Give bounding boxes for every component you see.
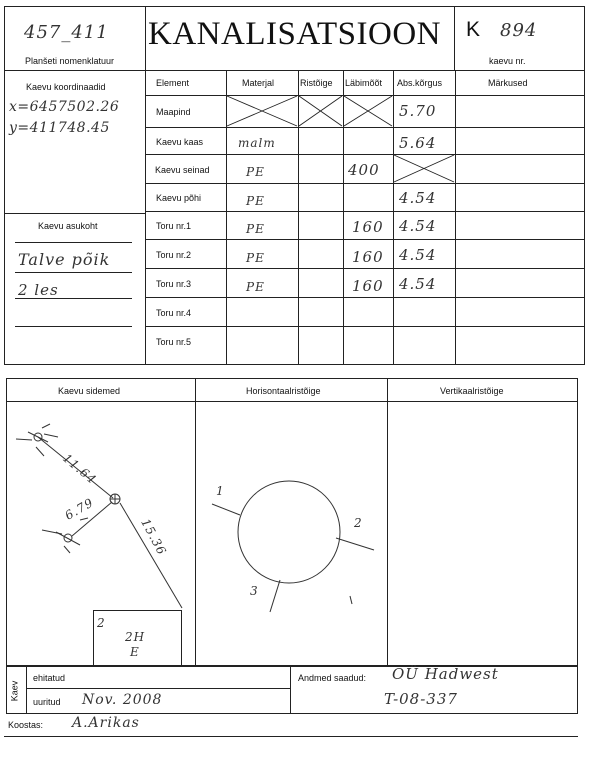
built-label: ehitatud (33, 673, 66, 683)
table-row-label: Toru nr.2 (156, 250, 192, 260)
well-label: kaevu nr. (489, 56, 526, 66)
header-element: Element (156, 78, 190, 88)
cell-height: 4.54 (399, 246, 437, 264)
location-label: Kaevu asukoht (38, 221, 98, 231)
cell-material: PE (246, 280, 265, 294)
horizontal-heading: Horisontaalristõige (246, 386, 321, 396)
vertical-heading: Vertikaalristõige (440, 386, 504, 396)
table-row-label: Toru nr.3 (156, 279, 192, 289)
location-line1: Talve põik (18, 250, 111, 269)
page-title: KANALISATSIOON (148, 16, 441, 52)
cell-material: malm (238, 136, 276, 150)
table-row-label: Toru nr.1 (156, 221, 192, 231)
cell-height: 4.54 (399, 217, 437, 235)
well-prefix: K (466, 18, 481, 41)
cell-material: PE (246, 251, 265, 265)
table-row-label: Kaevu kaas (156, 137, 204, 147)
cell-height: 5.70 (399, 102, 437, 120)
cell-diameter: 160 (352, 248, 384, 266)
table-row-label: Kaevu seinad (155, 165, 210, 175)
footer-row-divider (26, 688, 290, 689)
footer-kaev-divider (26, 666, 27, 714)
header-notes: Märkused (488, 78, 528, 88)
data-source-code: T-08-337 (384, 690, 458, 708)
cell-height: 4.54 (399, 189, 437, 207)
location-line2: 2 les (18, 281, 59, 299)
coordinate-x: x=6457502.26 (9, 99, 120, 115)
table-row-label: Kaevu põhi (156, 193, 202, 203)
pipe-label-2: 2 (354, 516, 363, 530)
table-row-label: Toru nr.5 (156, 337, 192, 347)
cell-height: 5.64 (399, 134, 437, 152)
cell-diameter: 160 (352, 218, 384, 236)
pipe-label-3: 3 (250, 584, 259, 598)
kaev-label: Kaev (9, 680, 20, 702)
data-source-label: Andmed saadud: (298, 673, 367, 683)
cell-material: PE (246, 222, 265, 236)
cell-material: PE (246, 165, 265, 179)
header-cross: Ristõige (300, 78, 333, 88)
data-source-company: OÜ Hadwest (392, 665, 499, 683)
cell-diameter: 160 (352, 277, 384, 295)
tie-dimension-3: 15.36 (138, 516, 170, 558)
author-value: A.Arikas (72, 715, 140, 731)
sheet-code: 457_411 (24, 22, 109, 43)
coordinate-y: y=411748.45 (9, 120, 110, 136)
tie-dimension-2: 6.79 (62, 495, 97, 523)
author-label: Koostas: (8, 720, 44, 730)
table-row-label: Maapind (156, 107, 191, 117)
surveyed-label: uuritud (33, 697, 61, 707)
cell-height: 4.54 (399, 275, 437, 293)
pipe-label-1: 1 (216, 484, 225, 498)
reference-box-text2: E (130, 645, 140, 659)
footer-mid-divider (290, 666, 291, 714)
sheet-label: Planšeti nomenklatuur (25, 56, 115, 66)
header-material: Materjal (242, 78, 275, 88)
cell-material: PE (246, 194, 265, 208)
cell-diameter: 400 (348, 161, 380, 179)
tie-dimension-1: 11.64 (60, 450, 100, 488)
table-row-label: Toru nr.4 (156, 308, 192, 318)
surveyed-value: Nov. 2008 (82, 692, 163, 708)
header-diameter: Läbimõõt (345, 78, 383, 88)
reference-box-text1: 2H (125, 630, 146, 644)
well-number: 894 (500, 20, 538, 41)
reference-box-number: 2 (97, 616, 106, 630)
coordinates-label: Kaevu koordinaadid (26, 82, 106, 92)
author-line (4, 736, 578, 737)
header-height: Abs.kõrgus (397, 78, 443, 88)
ties-heading: Kaevu sidemed (58, 386, 121, 396)
